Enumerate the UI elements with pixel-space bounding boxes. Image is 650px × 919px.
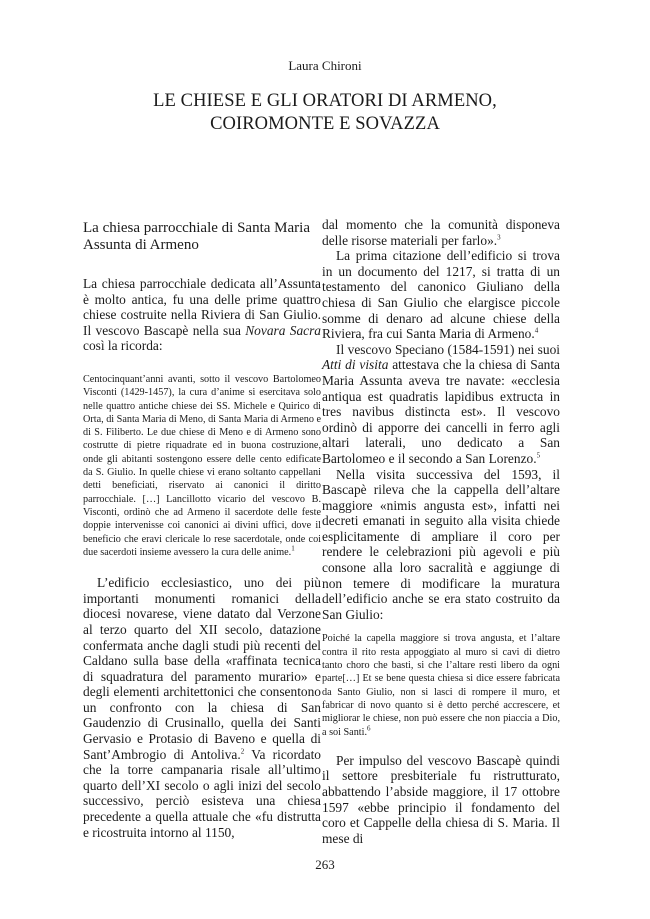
right-column xyxy=(322,217,560,846)
block-quote: Centocinquant’anni avanti, sotto il vescovo Bartolomeo Visconti (1429-1457), la cura d’anime si esercitava solo nelle quattro antiche chiese dei SS. Michele e Quirico di Orta, di Santa Maria di Meno, di Santa Maria di Armeno e di S. Filiberto. Le due chiese di Meno e di Armeno sono costrutte di pietre riquadrate ed in buona costruzione, onde gli abitanti sostengono essere delle cento edificate da S. Giulio. In quelle chiese vi erano soltanto cappellani detti beneficiati, riservato ai canonici il diritto parrocchiale. […] Lancillotto vicario del vescovo B. Visconti, ordinò che ad Armeno il sacerdote delle feste doppie intervenisse coi canonici ai divini uffici, dove il beneficio che eravi clericale lo rese sacerdotale, onde coi due sacerdoti insieme avessero la cura delle anime.$^1$ xyxy=(83,373,321,558)
section-heading-line-2: Assunta di Armeno xyxy=(83,237,199,253)
section-heading xyxy=(83,220,321,254)
section-heading-line-1: La chiesa parrocchiale di Santa Maria xyxy=(83,220,310,236)
article-title-line-2: COIROMONTE E SOVAZZA xyxy=(210,114,440,134)
book-title: Novara Sacra xyxy=(245,322,322,338)
footnote-ref: 5 xyxy=(536,451,541,460)
book-title: Atti di visita xyxy=(322,357,389,373)
left-column xyxy=(83,220,321,840)
page-number: 263 xyxy=(315,857,335,872)
footnote-ref: 4 xyxy=(534,326,539,335)
body-paragraph: dal momento che la comunità disponeva delle risorse materiali per farlo».$^3$ xyxy=(322,217,560,248)
body-paragraph: La chiesa parrocchiale dedicata all’Assunta è molto antica, fu una delle prime quattro chiese costruite nella Riviera di San Giulio. Il vescovo Bascapè nella sua Novara Sacra così la ricorda: xyxy=(83,276,322,354)
body-paragraph: Il vescovo Speciano (1584-1591) nei suoi Atti di visita attestava che la chiesa di Santa Maria Assunta aveva tre navate: «ecclesia antiqua est quadratis lapidibus extructa in tres navibus distincta est». Il vescovo ordinò di apporre dei cancelli in ferro agli altari laterali, uno dedicato a San Bartolomeo e il secondo a San Lorenzo.$^5$ xyxy=(322,341,561,466)
block-quote: Poiché la capella maggiore si trova angusta, et l’altare contra il rito resta appoggiato al muro si cavi di dietro tanto choro che basti, si che l’altare resti libero da ogni parte[…] Et se bene questa chiesa si dice essere fabricata da Santo Giulio, non si lasci di rompere il muro, et fabricar di novo quanto si è detto perché accrescere, et migliorar le chiese, non può essere che non piaccia a Dio, a soi Santi.$^6$ xyxy=(322,633,560,738)
body-paragraph: Per impulso del vescovo Bascapè quindi il settore presbiteriale fu ristrutturato, abbattendo l’abside maggiore, il 17 ottobre 1597 «ebbe principio il fondamento del coro et Cappelle della chiesa di S. Maria. Il mese di xyxy=(322,752,560,846)
article-title-line-1: LE CHIESE E GLI ORATORI DI ARMENO, xyxy=(153,91,497,111)
article-title xyxy=(0,90,650,136)
footnote-ref: 1 xyxy=(291,544,295,553)
body-paragraph: Nella visita successiva del 1593, il Bascapè rileva che la cappella dell’altare maggiore «nimis angusta est», infatti nei decreti emanati in seguito alla visita chiede esplicitamente di ampliare il coro per rendere le celebrazioni più agevoli e più consone alla loro sacralità e aggiunge di non temere di modificare la muratura dell’edificio anche se era stato costruito da San Giulio: xyxy=(322,466,560,622)
footnote-ref: 3 xyxy=(497,233,501,242)
footnote-ref: 6 xyxy=(367,724,371,733)
body-paragraph: La prima citazione dell’edificio si trova in un documento del 1217, si tratta di un testamento del canonico Giuliano della chiesa di San Giulio che elargisce piccole somme di denaro ad alcune chiese della Riviera, fra cui Santa Maria di Armeno.$^4$ xyxy=(322,248,560,342)
author-name: Laura Chironi xyxy=(288,58,362,73)
footnote-ref: 2 xyxy=(240,747,245,756)
body-paragraph: L’edificio ecclesiastico, uno dei più importanti monumenti romanici della diocesi novarese, viene datato dal Verzone al terzo quarto del XII secolo, datazione confermata anche dagli studi più recenti del Caldano sulla base della «raffinata tecnica di squadratura del paramento murario» e degli elementi architettonici che consentono un confronto con la chiesa di San Gaudenzio di Crusinallo, quella dei Santi Gervasio e Protasio di Baveno e quella di Sant’Ambrogio di Antoliva.$^2$ Va ricordato che la torre campanaria risale all’ultimo quarto dell’XI secolo o agli inizi del secolo successivo, perciò esisteva una chiesa precedente a quella attuale che «fu distrutta e ricostruita intorno al 1150, xyxy=(83,575,321,840)
